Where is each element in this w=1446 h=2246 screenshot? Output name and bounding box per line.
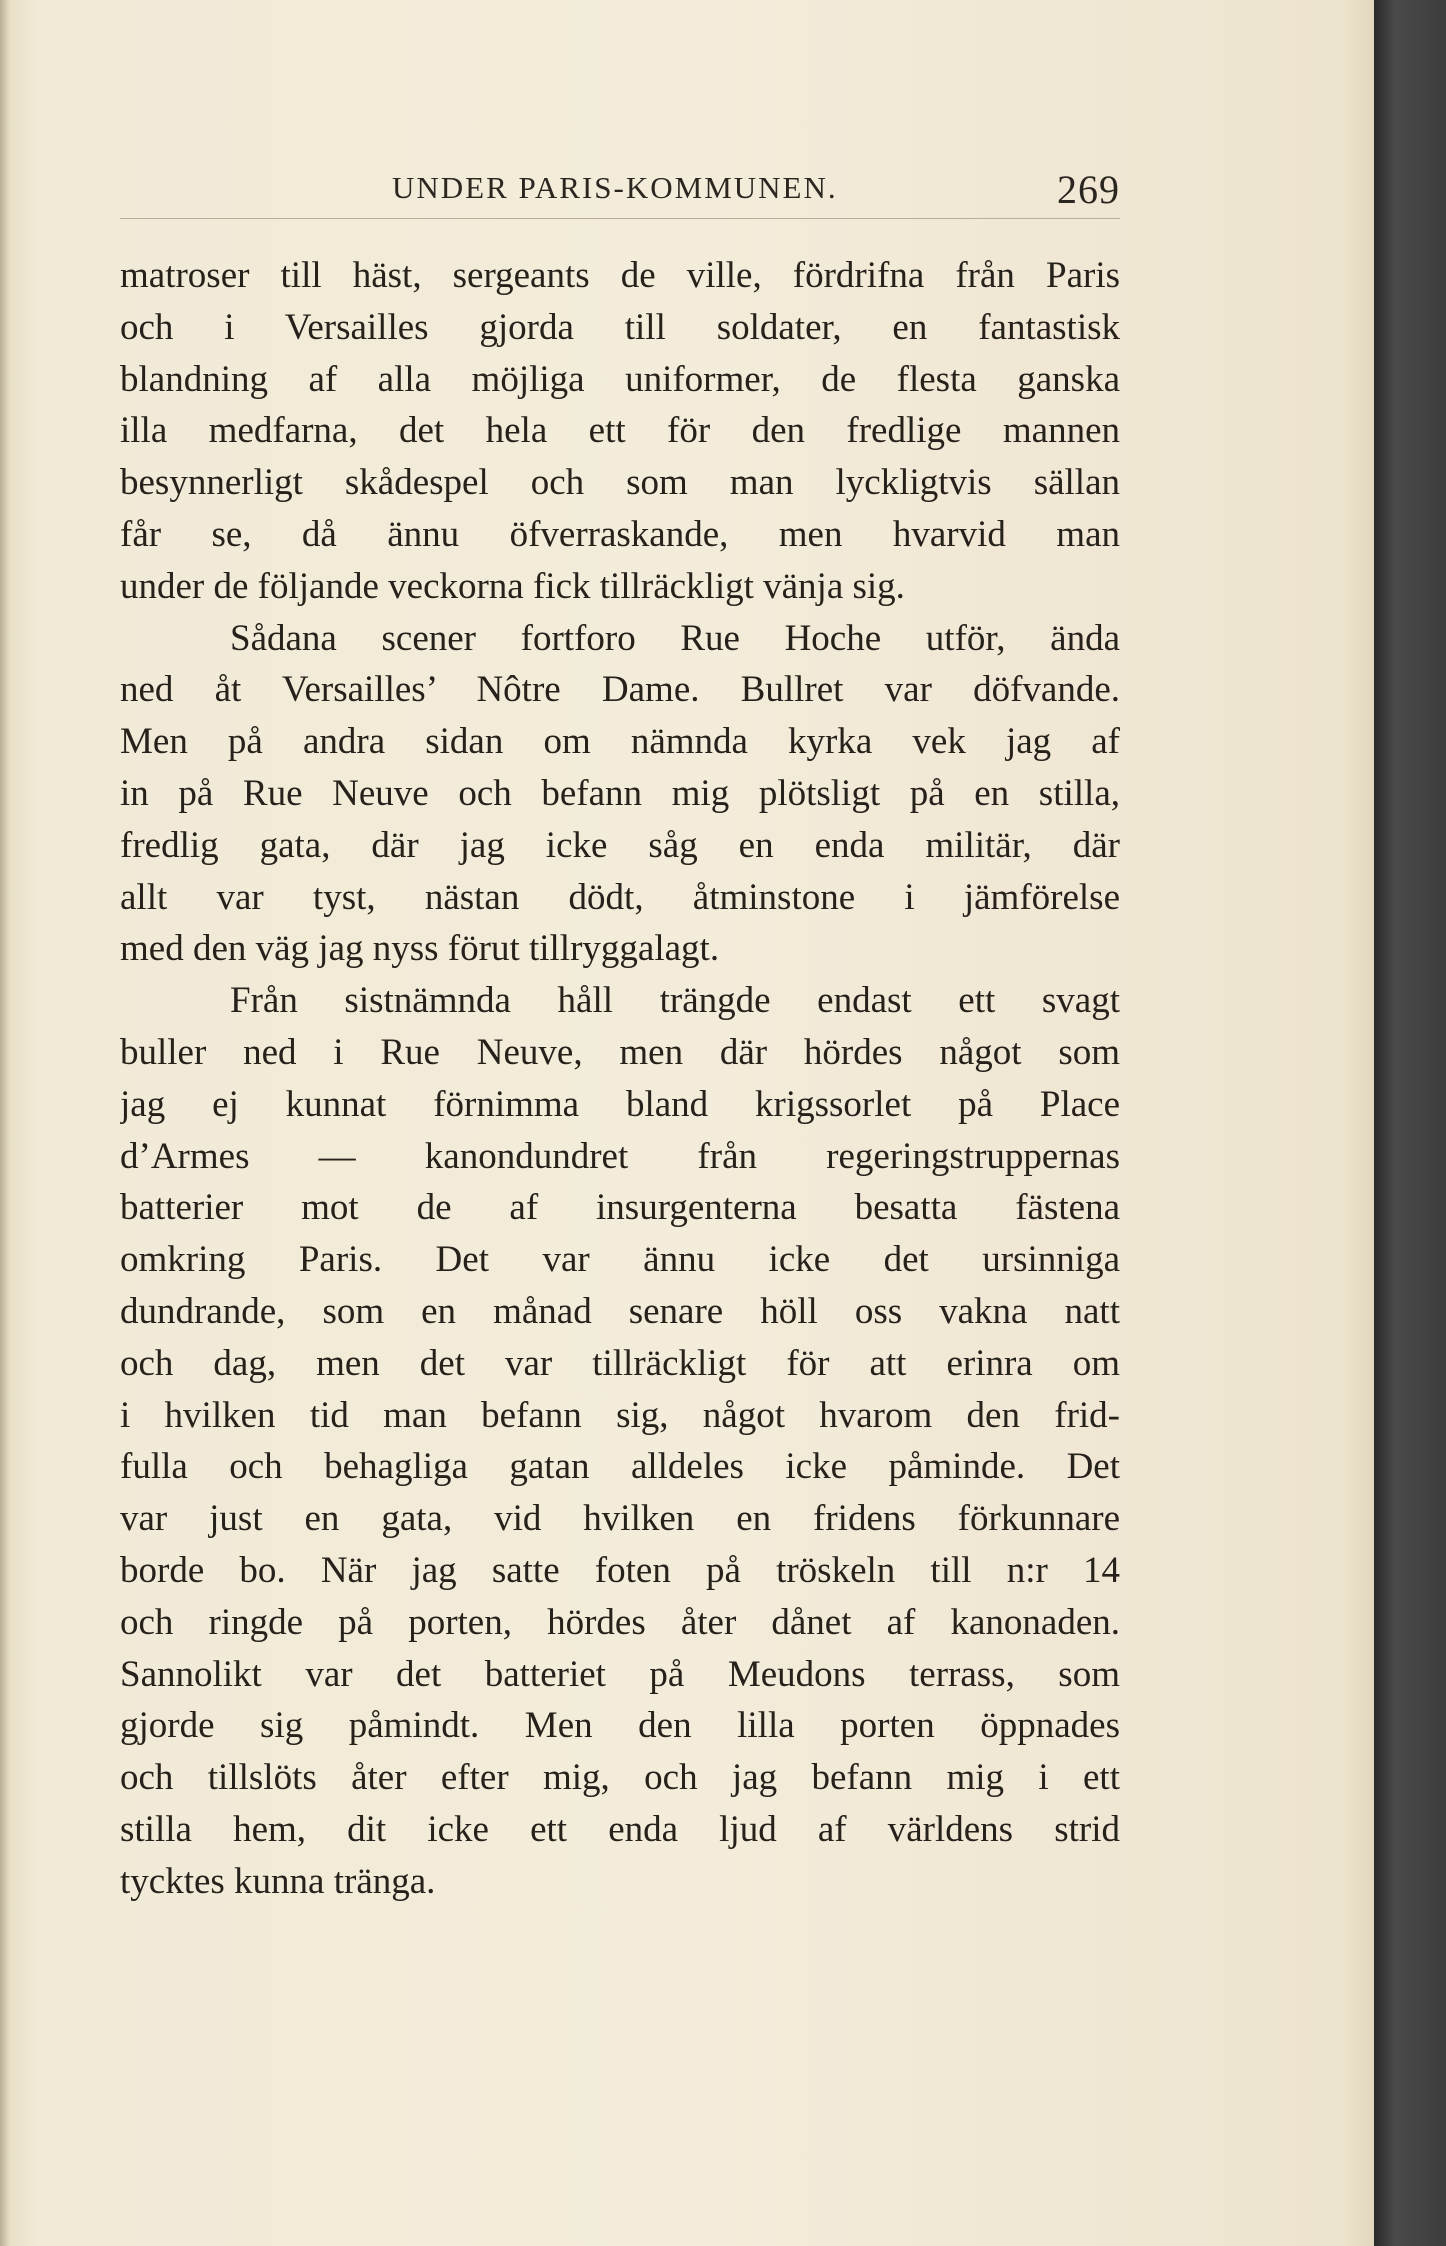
text-line: jag ej kunnat förnimma bland krigssorlet på Place xyxy=(120,1083,1120,1125)
text-line: allt var tyst, nästan dödt, åtminstone i jämförelse xyxy=(120,876,1120,918)
text-line: in på Rue Neuve och befann mig plötsligt på en stilla, xyxy=(120,772,1120,814)
text-line: batterier mot de af insurgenterna besatta fästena xyxy=(120,1187,1120,1229)
text-line: och ringde på porten, hördes åter dånet af kanonaden. xyxy=(120,1601,1120,1643)
text-line: Sannolikt var det batteriet på Meudons terrass, som xyxy=(120,1653,1120,1695)
text-line: stilla hem, dit icke ett enda ljud af världens strid xyxy=(120,1808,1120,1850)
text-line: med den väg jag nyss förut tillryggalagt. xyxy=(120,928,720,970)
text-line: Men på andra sidan om nämnda kyrka vek jag af xyxy=(120,721,1120,763)
text-line: borde bo. När jag satte foten på tröskeln till n:r 14 xyxy=(120,1549,1120,1591)
text-line: blandning af alla möjliga uniformer, de flesta ganska xyxy=(120,358,1120,400)
text-line: tycktes kunna tränga. xyxy=(120,1860,436,1902)
text-line: Från sistnämnda håll trängde endast ett svagt xyxy=(230,980,1120,1022)
text-line: gjorde sig påmindt. Men den lilla porten öppnades xyxy=(120,1705,1120,1747)
header-rule xyxy=(120,218,1120,219)
text-line: fulla och behagliga gatan alldeles icke påminde. Det xyxy=(120,1446,1120,1488)
text-line: illa medfarna, det hela ett för den fredlige mannen xyxy=(120,410,1120,452)
page-edge xyxy=(0,0,10,2246)
text-line: buller ned i Rue Neuve, men där hördes något som xyxy=(120,1031,1120,1073)
running-header xyxy=(120,166,1120,226)
text-line: dundrande, som en månad senare höll oss vakna natt xyxy=(120,1290,1120,1332)
text-line: var just en gata, vid hvilken en fridens förkunnare xyxy=(120,1498,1120,1540)
text-line: får se, då ännu öfverraskande, men hvarvid man xyxy=(120,513,1120,555)
text-line: ned åt Versailles’ Nôtre Dame. Bullret var döfvande. xyxy=(120,669,1120,711)
text-line: och tillslöts åter efter mig, och jag befann mig i ett xyxy=(120,1757,1120,1799)
page-number: 269 xyxy=(1057,167,1120,212)
text-line: Sådana scener fortforo Rue Hoche utför, ända xyxy=(230,617,1120,659)
text-line: omkring Paris. Det var ännu icke det ursinniga xyxy=(120,1239,1120,1281)
text-line: fredlig gata, där jag icke såg en enda militär, där xyxy=(120,824,1120,866)
running-title: UNDER PARIS-KOMMUNEN. xyxy=(392,170,838,205)
text-line: och i Versailles gjorda till soldater, en fantastisk xyxy=(120,306,1120,348)
text-line: d’Armes — kanondundret från regeringstruppernas xyxy=(120,1135,1120,1177)
scan-background xyxy=(1374,0,1446,2246)
body-text xyxy=(120,250,1120,1908)
text-line: under de följande veckorna fick tillräckligt vänja sig. xyxy=(120,565,905,607)
text-line: i hvilken tid man befann sig, något hvarom den frid- xyxy=(120,1394,1120,1436)
text-line: och dag, men det var tillräckligt för att erinra om xyxy=(120,1342,1120,1384)
text-line: besynnerligt skådespel och som man lyckligtvis sällan xyxy=(120,462,1120,504)
text-line: matroser till häst, sergeants de ville, fördrifna från Paris xyxy=(120,255,1120,296)
